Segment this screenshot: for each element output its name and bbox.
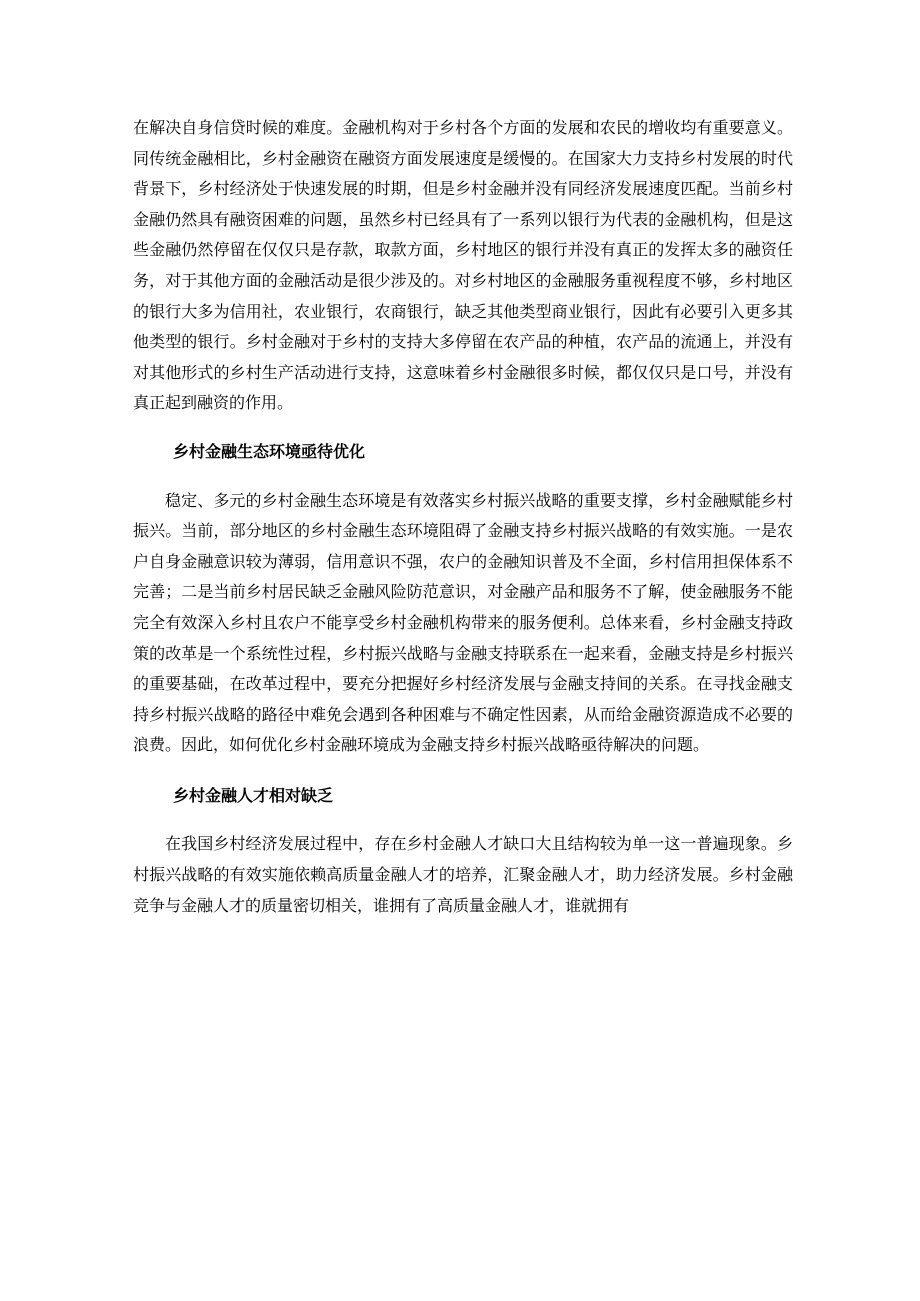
section-heading-ecosystem: 乡村金融生态环境亟待优化 [173, 441, 366, 461]
body-paragraph-credit-difficulty: 在解决自身信贷时候的难度。金融机构对于乡村各个方面的发展和农民的增收均有重要意义。同传统金融相比，乡村金融资在融资方面发展速度是缓慢的。在国家大力支持乡村发展的时代背景下，乡村经济处于快速发展的时期，但是乡村金融并没有同经济发展速度匹配。当前乡村金融仍然具有融资困难的问题，虽然乡村已经具有了一系列以银行为代表的金融机构，但是这些金融仍然停留在仅仅只是存款，取款方面，乡村地区的银行并没有真正的发挥太多的融资任务，对于其他方面的金融活动是很少涉及的。对乡村地区的金融服务重视程度不够，乡村地区的银行大多为信用社，农业银行，农商银行，缺乏其他类型商业银行，因此有必要引入更多其他类型的银行。乡村金融对于乡村的支持大多停留在农产品的种植，农产品的流通上，并没有对其他形式的乡村生产活动进行支持，这意味着乡村金融很多时候，都仅仅只是口号，并没有真正起到融资的作用。 [133, 118, 793, 413]
document-page [133, 113, 793, 921]
section-heading-talent: 乡村金融人才相对缺乏 [173, 785, 334, 805]
body-paragraph-ecosystem: 稳定、多元的乡村金融生态环境是有效落实乡村振兴战略的重要支撑，乡村金融赋能乡村振兴。当前，部分地区的乡村金融生态环境阻碍了金融支持乡村振兴战略的有效实施。一是农户自身金融意识较为薄弱，信用意识不强，农户的金融知识普及不全面，乡村信用担保体系不完善；二是当前乡村居民缺乏金融风险防范意识，对金融产品和服务不了解，使金融服务不能完全有效深入乡村且农户不能享受乡村金融机构带来的服务便利。总体来看，乡村金融支持政策的改革是一个系统性过程，乡村振兴战略与金融支持联系在一起来看，金融支持是乡村振兴的重要基础，在改革过程中，要充分把握好乡村经济发展与金融支持间的关系。在寻找金融支持乡村振兴战略的路径中难免会遇到各种困难与不确定性因素，从而给金融资源造成不必要的浪费。因此，如何优化乡村金融环境成为金融支持乡村振兴战略亟待解决的问题。 [133, 490, 793, 755]
body-paragraph-talent: 在我国乡村经济发展过程中，存在乡村金融人才缺口大且结构较为单一这一普遍现象。乡村振兴战略的有效实施依赖高质量金融人才的培养，汇聚金融人才，助力经济发展。乡村金融竞争与金融人才的质量密切相关，谁拥有了高质量金融人才，谁就拥有 [133, 834, 793, 915]
